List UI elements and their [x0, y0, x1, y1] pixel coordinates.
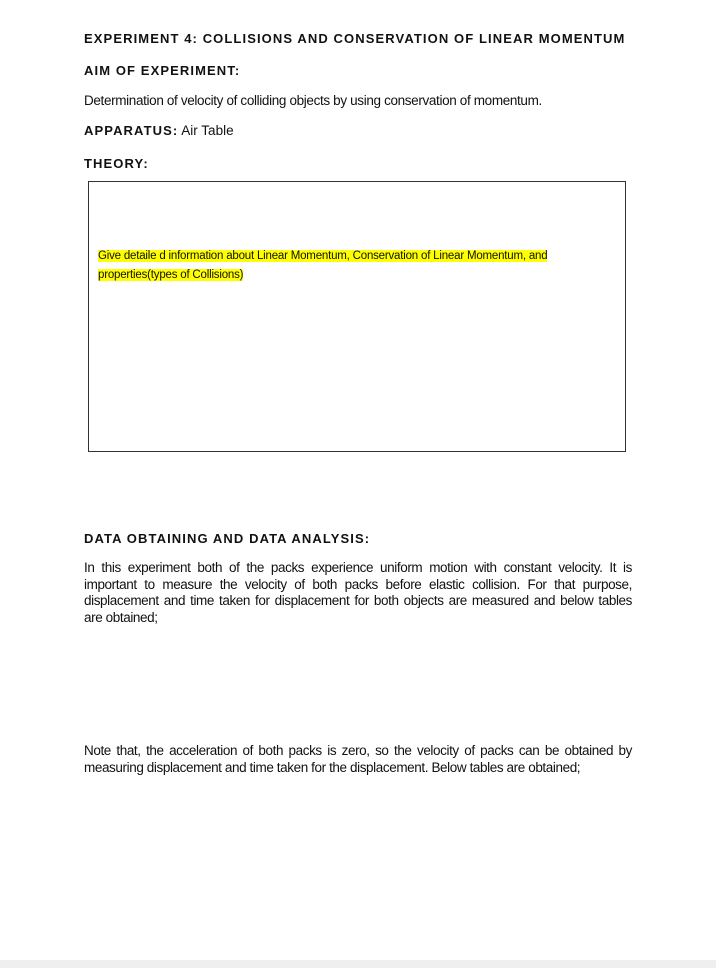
theory-note: [98, 247, 618, 285]
aim-heading: AIM OF EXPERIMENT:: [84, 63, 241, 78]
page-bottom-edge: [0, 960, 716, 968]
note-paragraph: Note that, the acceleration of both packs is zero, so the velocity of packs can be obtained by measuring displacement and time taken for the displacement. Below tables are obtained;: [84, 743, 632, 775]
aim-text: Determination of velocity of colliding objects by using conservation of momentum.: [84, 93, 542, 108]
apparatus-line: [84, 123, 234, 138]
data-analysis-heading: DATA OBTAINING AND DATA ANALYSIS:: [84, 531, 371, 546]
theory-box: [88, 181, 626, 452]
document-title: EXPERIMENT 4: COLLISIONS AND CONSERVATION OF LINEAR MOMENTUM: [84, 31, 626, 46]
theory-note-highlight: Give detaile d information about Linear Momentum, Conservation of Linear Momentum, and properties(types of Collisions): [98, 250, 548, 281]
apparatus-value: Air Table: [178, 123, 234, 138]
theory-heading: THEORY:: [84, 156, 149, 171]
apparatus-label: APPARATUS:: [84, 123, 179, 138]
data-analysis-paragraph: In this experiment both of the packs experience uniform motion with constant velocity. It is important to measure the velocity of both packs before elastic collision. For that purpose, displacement and time taken for displacement for both objects are measured and below tables are obtained;: [84, 560, 632, 625]
